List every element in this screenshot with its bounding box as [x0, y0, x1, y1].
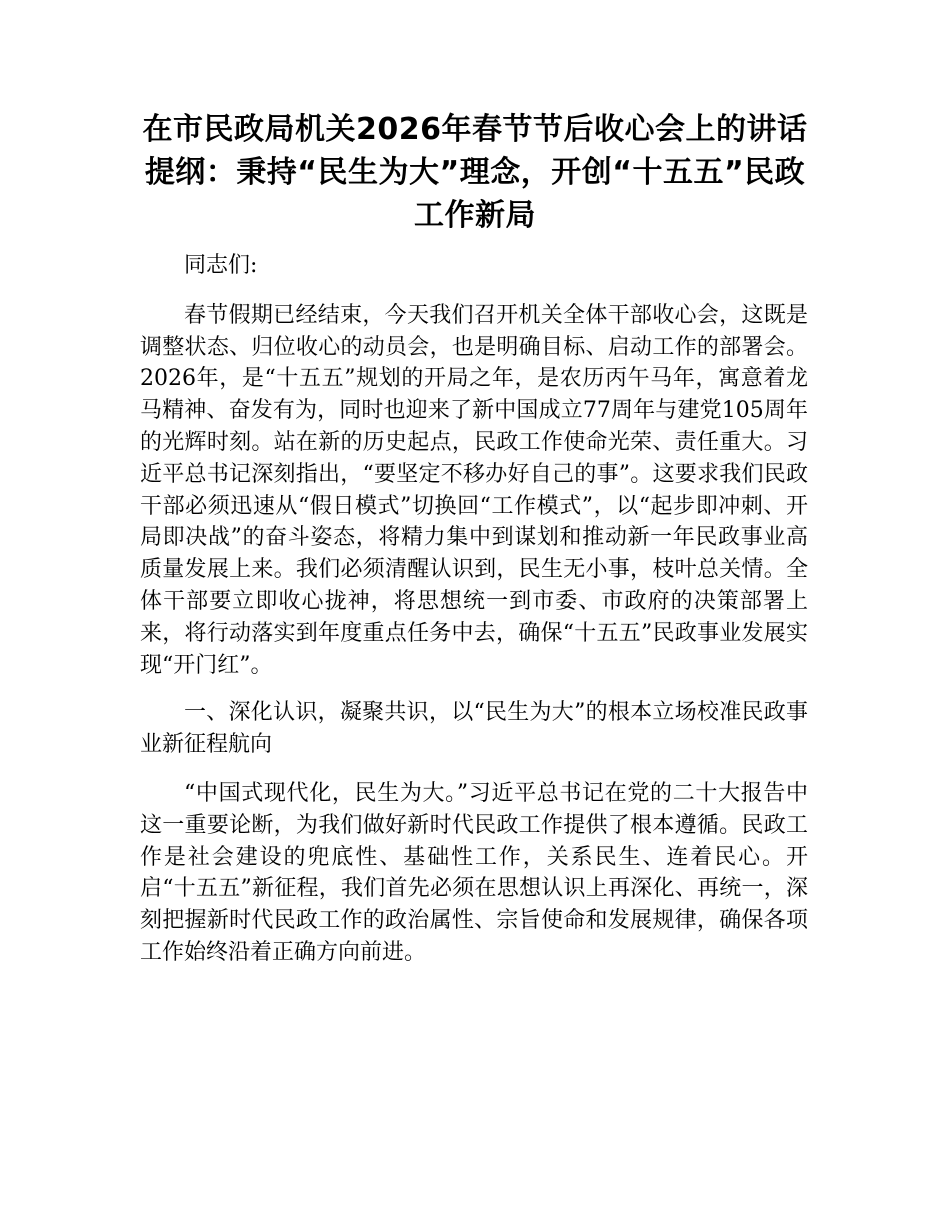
salutation: 同志们: [184, 253, 258, 278]
document-body [140, 250, 808, 985]
intro-paragraph: 春节假期已经结束，今天我们召开机关全体干部收心会，这既是调整状态、归位收心的动员会，也是明确目标、启动工作的部署会。2026年，是“十五五”规划的开局之年，是农历丙午马年，寓意着龙马精神、奋发有为，同时也迎来了新中国成立77周年与建党105周年的光辉时刻。站在新的历史起点，民政工作使命光荣、责任重大。习近平总书记深刻指出，“要坚定不移办好自己的事”。这要求我们民政干部必须迅速从“假日模式”切换回“工作模式”，以“起步即冲刺、开局即决战”的奋斗姿态，将精力集中到谋划和推动新一年民政事业高质量发展上来。我们必须清醒认识到，民生无小事，枝叶总关情。全体干部要立即收心拢神，将思想统一到市委、市政府的决策部署上来，将行动落实到年度重点任务中去，确保“十五五”民政事业发展实现“开门红”。 [140, 302, 808, 678]
section-paragraph: “中国式现代化，民生为大。”习近平总书记在党的二十大报告中这一重要论断，为我们做好新时代民政工作提供了根本遵循。民政工作是社会建设的兜底性、基础性工作，关系民生、连着民心。开启“十五五”新征程，我们首先必须在思想认识上再深化、再统一，深刻把握新时代民政工作的政治属性、宗旨使命和发展规律，确保各项工作始终沿着正确方向前进。 [140, 780, 808, 965]
section-heading: 一、深化认识，凝聚共识，以“民生为大”的根本立场校准民政事业新征程航向 [140, 700, 808, 758]
document-title: 在市民政局机关2026年春节节后收心会上的讲话提纲：秉持“民生为大”理念，开创“十五五”民政工作新局 [142, 112, 808, 233]
